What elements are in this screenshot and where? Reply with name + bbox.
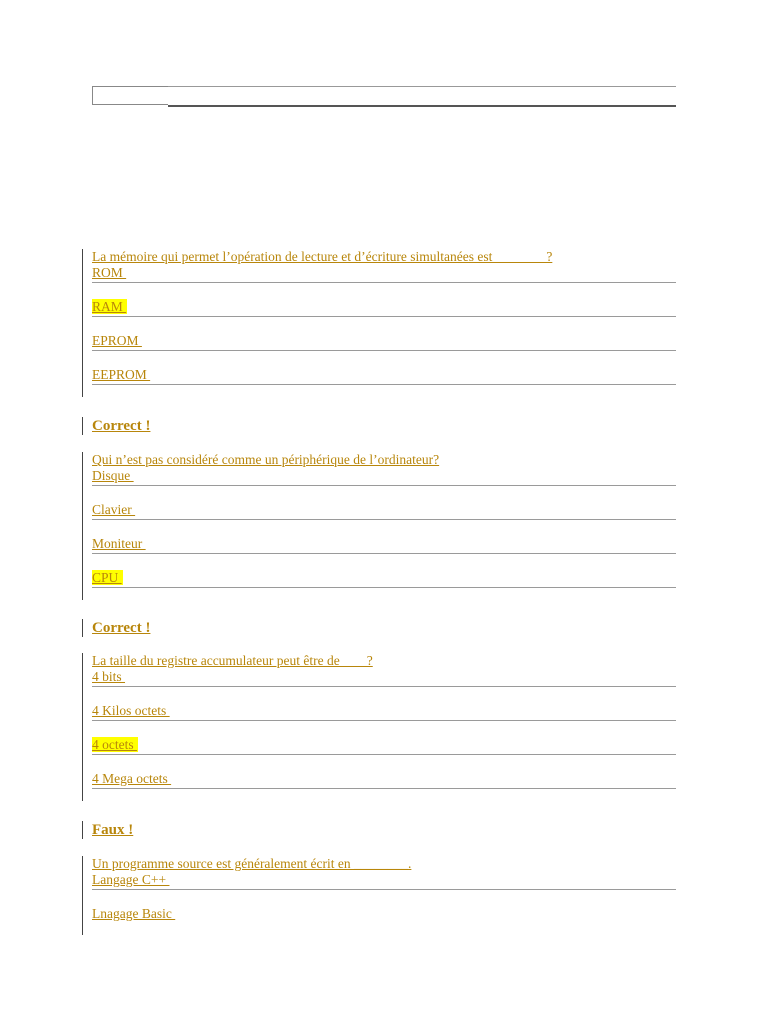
question-text: Qui n’est pas considéré comme un périphérique de l’ordinateur? — [92, 452, 440, 467]
answer-option-disque[interactable]: Disque — [92, 468, 676, 486]
question-block-2 — [82, 452, 676, 600]
answer-option-langage-basic[interactable]: Lnagage Basic — [92, 906, 176, 921]
answer-option-langage-cpp[interactable]: Langage C++ — [92, 872, 676, 890]
answer-option-4-mega-octets[interactable]: 4 Mega octets — [92, 771, 676, 789]
answer-option-eprom[interactable]: EPROM — [92, 333, 676, 351]
result-label-2: Correct ! — [82, 619, 150, 637]
answer-option-4-kilos-octets[interactable]: 4 Kilos octets — [92, 703, 676, 721]
result-label-3: Faux ! — [82, 821, 133, 839]
answer-option-ram[interactable]: RAM — [92, 299, 676, 317]
question-text: La mémoire qui permet l’opération de lecture et d’écriture simultanées est ? — [92, 249, 553, 264]
question-text: Un programme source est généralement écrit en ________. — [92, 856, 412, 871]
answer-option-eeprom[interactable]: EEPROM — [92, 367, 676, 385]
header-box — [92, 86, 168, 105]
result-label-1: Correct ! — [82, 417, 150, 435]
answer-option-moniteur[interactable]: Moniteur — [92, 536, 676, 554]
header-rule — [168, 86, 676, 107]
answer-option-clavier[interactable]: Clavier — [92, 502, 676, 520]
answer-option-4-bits[interactable]: 4 bits — [92, 669, 676, 687]
question-block-3 — [82, 653, 676, 801]
answer-option-rom[interactable]: ROM — [92, 265, 676, 283]
answer-option-4-octets[interactable]: 4 octets — [92, 737, 676, 755]
question-text: La taille du registre accumulateur peut être de ? — [92, 653, 373, 668]
answer-option-cpu[interactable]: CPU — [92, 570, 676, 588]
question-block-4 — [82, 856, 676, 935]
question-block-1 — [82, 249, 676, 397]
